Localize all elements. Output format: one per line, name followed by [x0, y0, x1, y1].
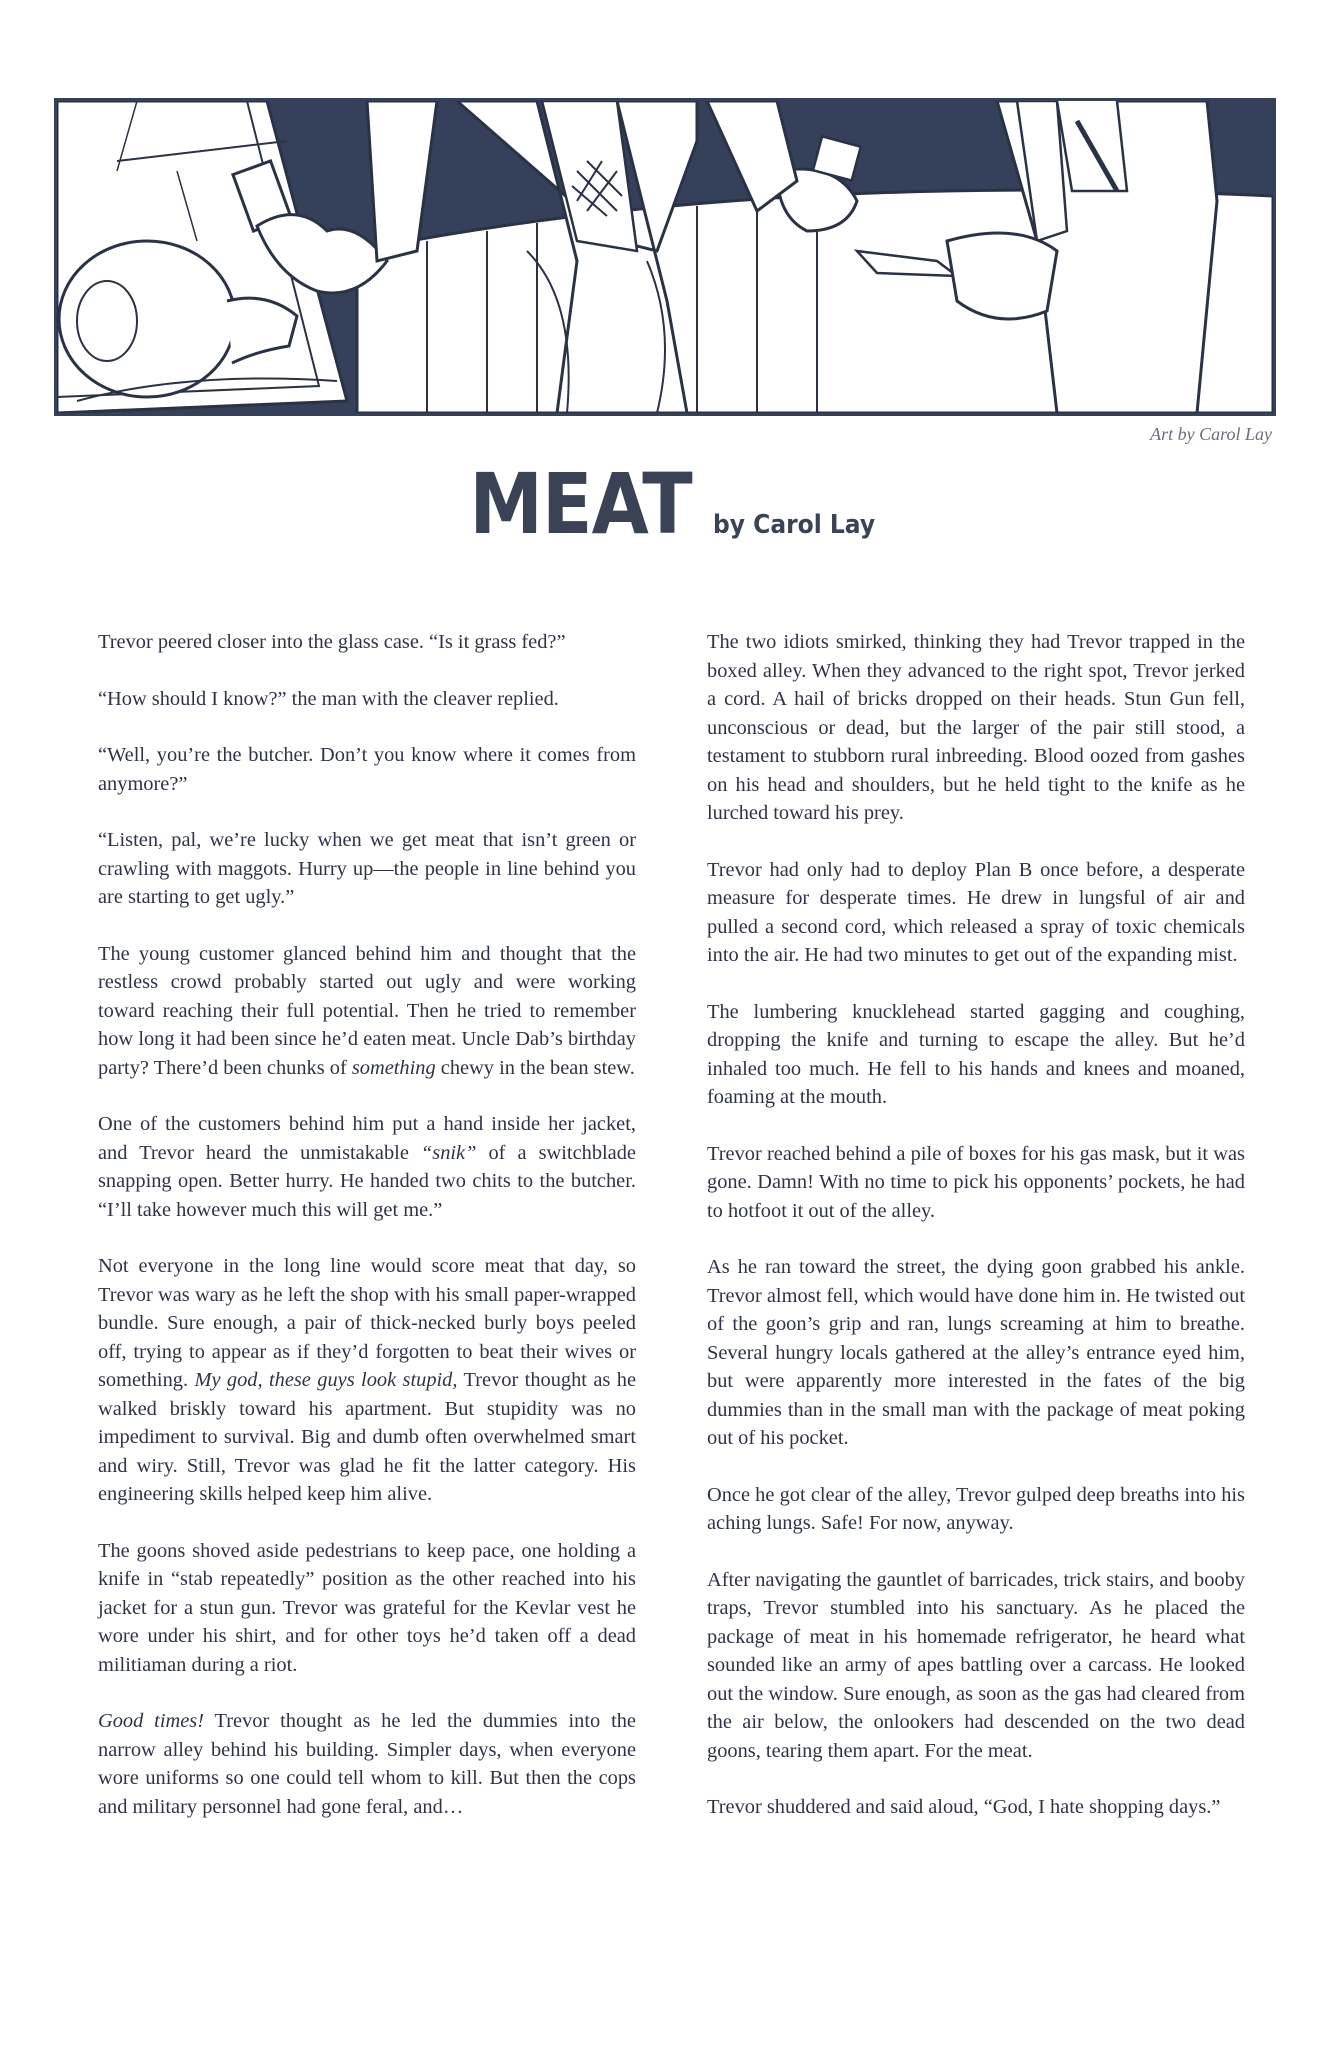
title-block — [0, 455, 1332, 553]
story-illustration — [54, 98, 1276, 416]
story-paragraph — [98, 685, 636, 714]
paragraph-text: The two idiots smirked, thinking they had Trevor trapped in the boxed alley. When they advanced to the right spot, Trevor jerked a cord. A hail of bricks dropped on their heads. Stun Gun fell, unconscious or dead, but the larger of the pair still stood, a testament to stubborn rural inbreeding. Blood oozed from gashes on his head and shoulders, but he held tight to the knife as he lurched toward his prey. — [707, 631, 1245, 824]
story-paragraph — [98, 1110, 636, 1224]
paragraph-text: Trevor peered closer into the glass case. “Is it grass fed?” — [98, 631, 566, 653]
paragraph-text: Trevor thought as he led the dummies into the narrow alley behind his building. Simpler days, when everyone wore uniforms so one could tell whom to kill. But then the cops and military personnel had gone feral, and… — [98, 1710, 636, 1818]
story-paragraph — [98, 1252, 636, 1509]
story-paragraph — [707, 1566, 1245, 1766]
story-paragraph — [707, 1793, 1245, 1822]
story-paragraph — [707, 998, 1245, 1112]
paragraph-text: “Well, you’re the butcher. Don’t you know where it comes from anymore?” — [98, 744, 636, 795]
italic-text: Good times! — [98, 1710, 205, 1732]
paragraph-text: of a switchblade snapping open. Better hurry. He handed two chits to the butcher. “I’ll take however much this will get me.” — [98, 1141, 636, 1221]
story-paragraph — [98, 1707, 636, 1821]
italic-text: something — [351, 1056, 436, 1079]
paragraph-text: The young customer glanced behind him and thought that the restless crowd probably started out ugly and were working toward reaching their full potential. Then he tried to remember how long it had been since he’d eaten meat. Uncle Dab’s birthday party? There’d been chunks of — [98, 942, 636, 1079]
paragraph-text: The goons shoved aside pedestrians to keep pace, one holding a knife in “stab repeatedly” position as the other reached into his jacket for a stun gun. Trevor was grateful for the Kevlar vest he wore under his shirt, and for other toys he’d taken off a dead militiaman during a riot. — [98, 1539, 636, 1676]
paragraph-text: After navigating the gauntlet of barricades, trick stairs, and booby traps, Trevor stumbled into his sanctuary. As he placed the package of meat in his homemade refrigerator, he heard what sounded like an army of apes battling over a carcass. He looked out the window. Sure enough, as soon as the gas had cleared from the air below, the onlookers had descended on the two dead goons, tearing them apart. For the meat. — [707, 1568, 1245, 1762]
paragraph-text: Trevor reached behind a pile of boxes for his gas mask, but it was gone. Damn! With no time to pick his opponents’ pockets, he had to hotfoot it out of the alley. — [707, 1142, 1245, 1222]
story-paragraph — [707, 628, 1245, 828]
story-paragraph — [707, 1253, 1245, 1453]
story-title: MEAT — [468, 455, 692, 553]
paragraph-text: One of the customers behind him put a hand inside her jacket, and Trevor heard the unmistakable — [98, 1113, 636, 1164]
art-credit: Art by Carol Lay — [1150, 424, 1272, 444]
paragraph-text: The lumbering knucklehead started gagging and coughing, dropping the knife and turning to escape the alley. But he’d inhaled too much. He fell to his hands and knees and moaned, foaming at the mouth. — [707, 1000, 1245, 1108]
paragraph-text: Trevor shuddered and said aloud, “God, I hate shopping days.” — [707, 1796, 1221, 1818]
right-column — [707, 628, 1245, 1850]
paragraph-text: “How should I know?” the man with the cleaver replied. — [98, 687, 559, 710]
story-paragraph — [98, 940, 636, 1083]
paragraph-text: “Listen, pal, we’re lucky when we get meat that isn’t green or crawling with maggots. Hurry up—the people in line behind you are starting to get ugly.” — [98, 829, 636, 908]
italic-text: “snik” — [420, 1141, 477, 1164]
story-paragraph — [98, 628, 636, 657]
italic-text: My god, these guys look stupid, — [194, 1369, 458, 1391]
paragraph-text: As he ran toward the street, the dying goon grabbed his ankle. Trevor almost fell, which would have done him in. He twisted out of the goon’s grip and ran, lungs screaming at him to breathe. Several hungry locals gathered at the alley’s entrance eyed him, but were apparently more interested in the fates of the big dummies than in the small man with the package of meat poking out of his pocket. — [707, 1256, 1245, 1449]
story-paragraph — [98, 826, 636, 912]
story-byline: by Carol Lay — [713, 510, 876, 540]
story-paragraph — [707, 1140, 1245, 1226]
paragraph-text: Trevor thought as he walked briskly toward his apartment. But stupidity was no impediment to survival. Big and dumb often overwhelmed smart and wiry. Still, Trevor was glad he fit the latter category. His engineering skills helped keep him alive. — [98, 1369, 636, 1505]
story-paragraph — [98, 741, 636, 798]
paragraph-text: Once he got clear of the alley, Trevor gulped deep breaths into his aching lungs. Safe! For now, anyway. — [707, 1483, 1245, 1534]
left-column — [98, 628, 636, 1849]
story-paragraph — [707, 1481, 1245, 1538]
story-paragraph — [707, 856, 1245, 970]
paragraph-text: Not everyone in the long line would score meat that day, so Trevor was wary as he left the shop with his small paper-wrapped bundle. Sure enough, a pair of thick-necked burly boys peeled off, trying to appear as if they’d forgotten to beat their wives or something. — [98, 1255, 636, 1391]
paragraph-text: chewy in the bean stew. — [435, 1056, 635, 1079]
paragraph-text: Trevor had only had to deploy Plan B once before, a desperate measure for desperate times. He drew in lungsful of air and pulled a second cord, which released a spray of toxic chemicals into the air. He had two minutes to get out of the expanding mist. — [707, 858, 1245, 966]
story-paragraph — [98, 1537, 636, 1680]
